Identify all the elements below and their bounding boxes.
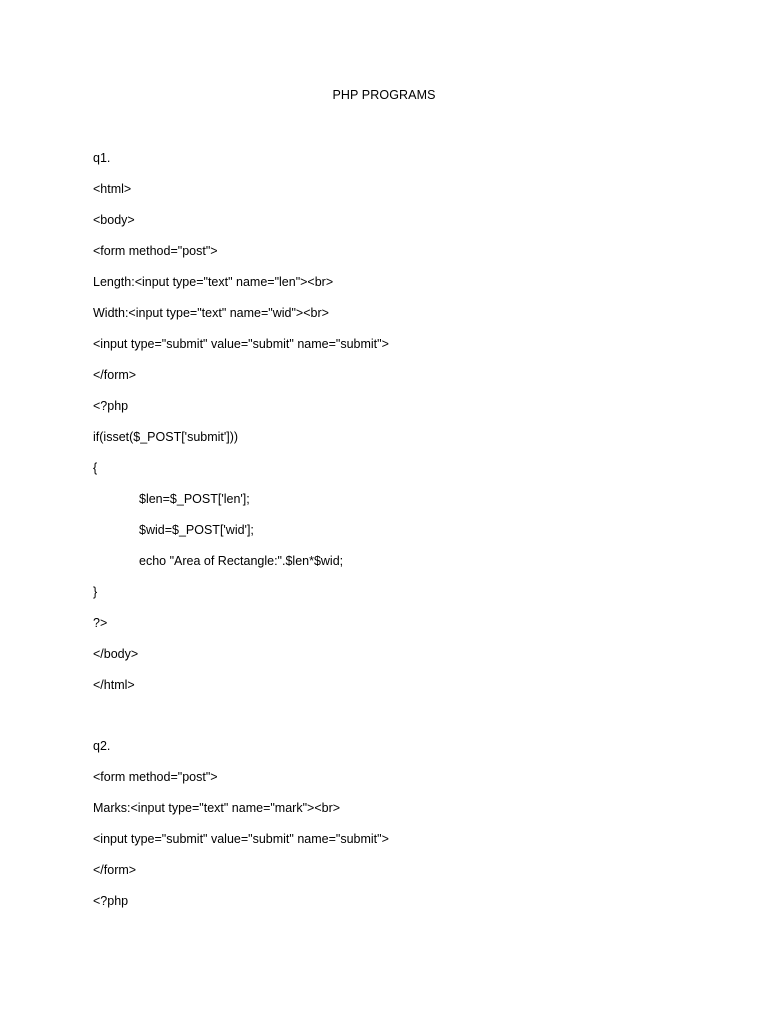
page-title: PHP PROGRAMS [332,88,436,102]
code-line: <form method="post"> [93,244,218,258]
code-line: <input type="submit" value="submit" name="submit"> [93,337,389,351]
code-line-indented: $len=$_POST['len']; [139,492,250,506]
section-label-q1: q1. [93,151,111,165]
code-line: <body> [93,213,135,227]
code-line: </body> [93,647,139,661]
code-line: <?php [93,894,129,908]
code-line: </form> [93,863,137,877]
code-line: <html> [93,182,132,196]
code-line-indented: $wid=$_POST['wid']; [139,523,254,537]
code-line: Length:<input type="text" name="len"><br> [93,275,334,289]
code-line: </form> [93,368,137,382]
code-line: <?php [93,399,129,413]
code-line: <input type="submit" value="submit" name="submit"> [93,832,389,846]
code-line: ?> [93,616,108,630]
code-line: Marks:<input type="text" name="mark"><br> [93,801,341,815]
code-line: if(isset($_POST['submit'])) [93,430,239,444]
code-line-indented: echo "Area of Rectangle:".$len*$wid; [139,554,344,568]
section-label-q2: q2. [93,739,111,753]
code-line: Width:<input type="text" name="wid"><br> [93,306,329,320]
code-line: <form method="post"> [93,770,218,784]
code-line: </html> [93,678,135,692]
code-line: } [93,585,98,599]
code-line: { [93,461,98,475]
